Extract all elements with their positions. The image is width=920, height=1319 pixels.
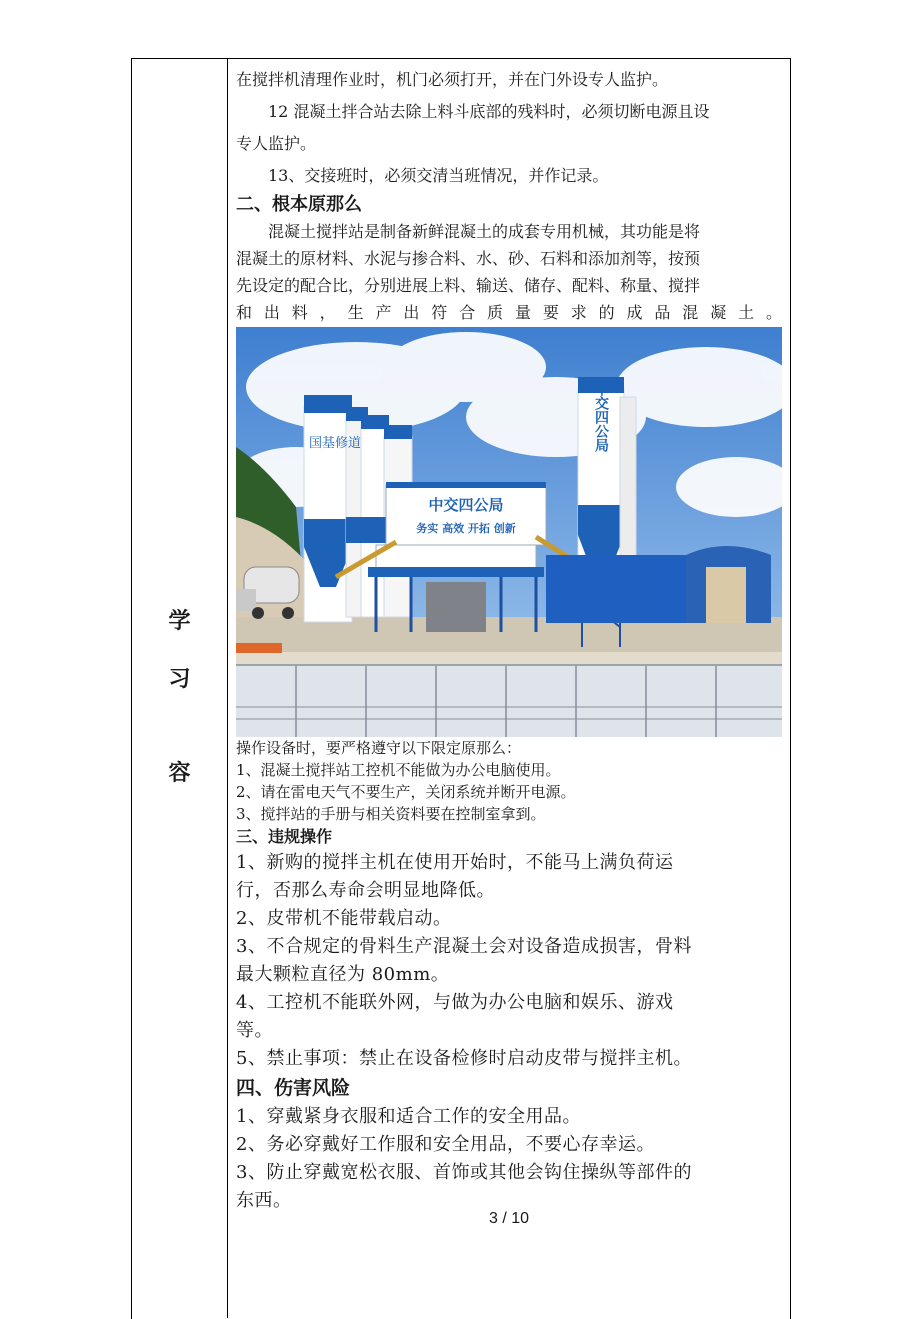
violation-line: 等。 [236,1020,273,1041]
intro-line: 专人监护。 [236,134,317,153]
right-silo-text: 中交四公局 [593,382,609,452]
risk-line: 2、务必穿戴好工作服和安全用品，不要心存幸运。 [236,1134,655,1155]
risk-line: 1、穿戴紧身衣服和适合工作的安全用品。 [236,1106,581,1127]
intro-line: 在搅拌机清理作业时，机门必须打开，并在门外设专人监护。 [236,70,669,89]
intro-line: 13、交接班时，必须交清当班情况，并作记录。 [268,166,609,185]
mixing-plant-photo [236,327,782,737]
rule-item: 1、混凝土搅拌站工控机不能做为办公电脑使用。 [236,761,561,779]
left-silo-text: 国基修道 [309,436,362,451]
plant-slogan: 务实 高效 开拓 创新 [416,522,516,535]
side-label-char-1: 学 [168,609,191,634]
risk-line: 3、防止穿戴宽松衣服、首饰或其他会钩住操纵等部件的 [236,1162,692,1183]
section-heading: 二、根本原那么 [236,194,362,215]
violation-line: 最大颗粒直径为 80mm。 [236,964,450,985]
body-line: 和出料，生产出符合质量要求的成品混凝土。 [236,303,782,322]
violation-line: 5、禁止事项：禁止在设备检修时启动皮带与搅拌主机。 [236,1048,692,1069]
rules-intro: 操作设备时，要严格遵守以下限定原那么： [236,739,522,757]
intro-line: 12 混凝土拌合站去除上料斗底部的残料时，必须切断电源且设 [268,102,710,121]
column-divider [227,58,228,1318]
violation-line: 1、新购的搅拌主机在使用开始时，不能马上满负荷运 [236,852,674,873]
body-line: 先设定的配合比，分别进展上料、输送、储存、配料、称量、搅拌 [236,276,701,295]
body-line: 混凝土的原材料、水泥与掺合料、水、砂、石料和添加剂等，按预 [236,249,701,268]
plant-title: 中交四公局 [428,496,504,514]
violation-line: 3、不合规定的骨料生产混凝土会对设备造成损害，骨料 [236,936,692,957]
page-number: 3 / 10 [488,1210,530,1227]
section-heading: 三、违规操作 [236,827,333,846]
section-heading: 四、伤害风险 [236,1077,351,1099]
side-label-char-3: 容 [168,761,191,786]
rule-item: 3、搅拌站的手册与相关资料要在控制室拿到。 [236,805,546,823]
content-cell [236,64,782,1215]
body-line: 混凝土搅拌站是制备新鲜混凝土的成套专用机械，其功能是将 [268,222,701,241]
violation-line: 4、工控机不能联外网，与做为办公电脑和娱乐、游戏 [236,992,674,1013]
violation-line: 2、皮带机不能带载启动。 [236,908,452,929]
risk-line: 东西。 [236,1190,292,1211]
violation-line: 行，否那么寿命会明显地降低。 [236,880,495,901]
side-label-char-2: 习 [168,667,191,692]
rule-item: 2、请在雷电天气不要生产，关闭系统并断开电源。 [236,783,576,801]
